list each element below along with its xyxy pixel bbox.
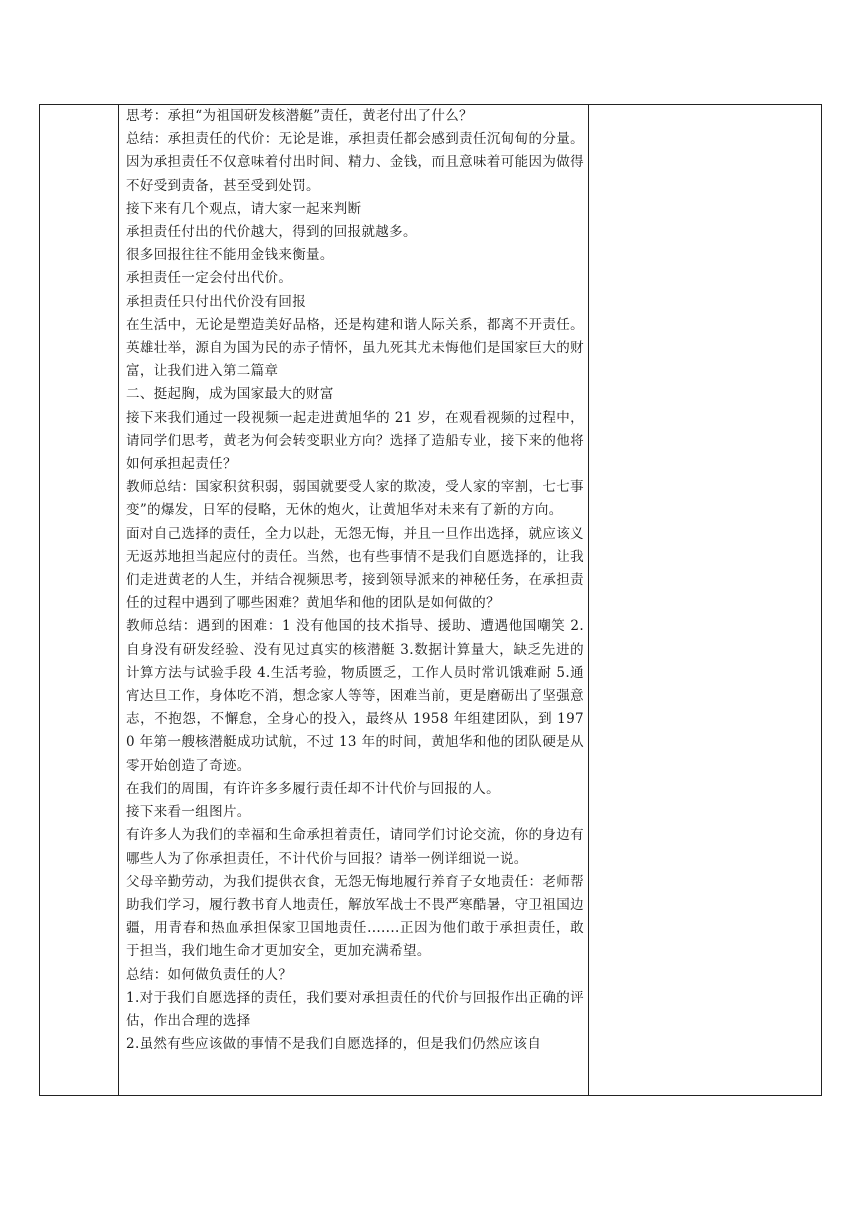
paragraph: 承担责任付出的代价越大，得到的回报就越多。	[126, 224, 417, 241]
paragraph: 总结：如何做负责任的人？	[126, 966, 293, 983]
paragraph: 教师总结：遇到的困难：1 没有他国的技术指导、援助、遭遇他国嘲笑 2.自身没有研发经验、没有见过真实的核潜艇 3.数据计算量大，缺乏先进的计算方法与试验手段 4.生活考验，物质匮乏，工作人员时常讥饿难耐 5.通宵达旦工作，身体吃不消，想念家人等等，困难当前，更是磨砺出了坚强意志，不抱怨，不懈怠，全身心的投入，最终从 1958 年组建团队，到 1970 年第一艘核潜艇成功试航，不过 13 年的时间，黄旭华和他的团队硬是从零开始创造了奇迹。	[126, 618, 584, 774]
paragraph: 父母辛勤劳动，为我们提供衣食，无怨无悔地履行养育子女地责任：老师帮助我们学习，履行教书育人地责任，解放军战士不畏严寒酷暑，守卫祖国边疆，用青春和热血承担保家卫国地责任.......正因为他们敢于承担责任，敢于担当，我们地生命才更加安全，更加充满希望。	[126, 873, 584, 960]
lesson-table	[39, 104, 822, 1096]
paragraph: 在生活中，无论是塑造美好品格，还是构建和谐人际关系，都离不开责任。英雄壮举，源自为国为民的赤子情怀，虽九死其尤未悔他们是国家巨大的财富，让我们进入第二篇章	[126, 316, 584, 380]
paragraph: 教师总结：国家积贫积弱，弱国就要受人家的欺凌，受人家的宰割，七七事变”的爆发，日军的侵略，无休的炮火，让黄旭华对未来有了新的方向。	[126, 479, 584, 519]
paragraph: 思考：承担“为祖国研发核潜艇”责任，黄老付出了什么？	[126, 108, 473, 124]
paragraph: 接下来有几个观点，请大家一起来判断	[126, 200, 362, 217]
paragraph: 在我们的周围，有许许多多履行责任却不计代价与回报的人。	[126, 780, 500, 797]
paragraph: 接下来我们通过一段视频一起走进黄旭华的 21 岁，在观看视频的过程中，请同学们思考，黄老为何会转变职业方向？选择了造船专业，接下来的他将如何承担起责任？	[126, 409, 584, 473]
table-column-left	[40, 105, 119, 1095]
paragraph: 承担责任只付出代价没有回报	[126, 293, 307, 310]
table-column-content	[119, 105, 589, 1095]
paragraph: 总结：承担责任的代价：无论是谁，承担责任都会感到责任沉甸甸的分量。因为承担责任不仅意味着付出时间、精力、金钱，而且意味着可能因为做得不好受到责备，甚至受到处罚。	[126, 131, 584, 194]
paragraph: 很多回报往往不能用金钱来衡量。	[126, 247, 334, 264]
paragraph: 有许多人为我们的幸福和生命承担着责任，请同学们讨论交流，你的身边有哪些人为了你承担责任，不计代价与回报？请举一例详细说一说。	[126, 827, 584, 867]
paragraph: 面对自己选择的责任，全力以赴，无怨无悔，并且一旦作出选择，就应该义无返苏地担当起应付的责任。当然，也有些事情不是我们自愿选择的，让我们走进黄老的人生，并结合视频思考，接到领导派来的神秘任务，在承担责任的过程中遇到了哪些困难？黄旭华和他的团队是如何做的？	[126, 525, 584, 612]
paragraph: 接下来看一组图片。	[126, 804, 251, 821]
paragraph: 1.对于我们自愿选择的责任，我们要对承担责任的代价与回报作出正确的评估，作出合理的选择	[126, 989, 584, 1029]
paragraph: 承担责任一定会付出代价。	[126, 270, 293, 287]
section-heading: 二、挺起胸，成为国家最大的财富	[126, 386, 334, 403]
paragraph: 2.虽然有些应该做的事情不是我们自愿选择的，但是我们仍然应该自	[126, 1036, 542, 1053]
table-column-right	[589, 105, 821, 1095]
